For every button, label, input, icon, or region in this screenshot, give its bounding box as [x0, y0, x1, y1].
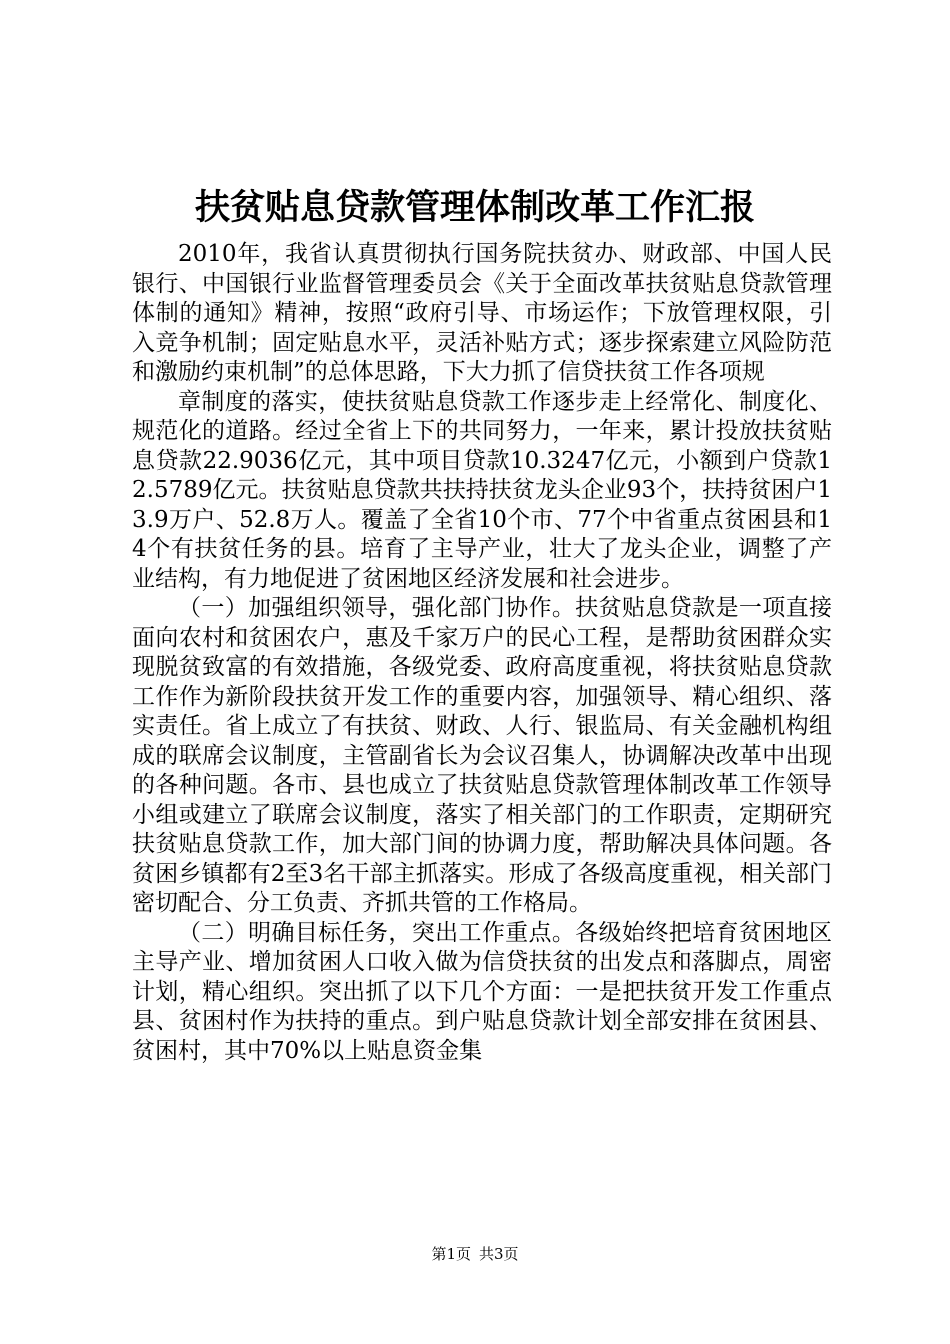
- paragraph-achievements: 章制度的落实，使扶贫贴息贷款工作逐步走上经常化、制度化、规范化的道路。经过全省上下的共同努力，一年来，累计投放扶贫贴息贷款22.9036亿元，其中项目贷款10.3247亿元，小额到户贷款12.5789亿元。扶贫贴息贷款共扶持扶贫龙头企业93个，扶持贫困户13.9万户、52.8万人。覆盖了全省10个市、77个中省重点贫困县和14个有扶贫任务的县。培育了主导产业，壮大了龙头企业，调整了产业结构，有力地促进了贫困地区经济发展和社会进步。: [132, 388, 832, 592]
- page-number: 第1页: [431, 1245, 471, 1263]
- paragraph-intro: 2010年，我省认真贯彻执行国务院扶贫办、财政部、中国人民银行、中国银行业监督管理委员会《关于全面改革扶贫贴息贷款管理体制的通知》精神，按照“政府引导、市场运作；下放管理权限，引入竞争机制；固定贴息水平，灵活补贴方式；逐步探索建立风险防范和激励约束机制”的总体思路，下大力抓了信贷扶贫工作各项规: [132, 241, 832, 385]
- page-footer: [0, 1244, 950, 1264]
- paragraph-section-one: （一）加强组织领导，强化部门协作。扶贫贴息贷款是一项直接面向农村和贫困农户，惠及千家万户的民心工程，是帮助贫困群众实现脱贫致富的有效措施，各级党委、政府高度重视，将扶贫贴息贷款工作作为新阶段扶贫开发工作的重要内容，加强领导、精心组织、落实责任。省上成立了有扶贫、财政、人行、银监局、有关金融机构组成的联席会议制度，主管副省长为会议召集人，协调解决改革中出现的各种问题。各市、县也成立了扶贫贴息贷款管理体制改革工作领导小组或建立了联席会议制度，落实了相关部门的工作职责，定期研究扶贫贴息贷款工作，加大部门间的协调力度，帮助解决具体问题。各贫困乡镇都有2至3名干部主抓落实。形成了各级高度重视，相关部门密切配合、分工负责、齐抓共管的工作格局。: [132, 595, 832, 916]
- document-title: 扶贫贴息贷款管理体制改革工作汇报: [194, 187, 755, 228]
- paragraph-section-two: （二）明确目标任务，突出工作重点。各级始终把培育贫困地区主导产业、增加贫困人口收入做为信贷扶贫的出发点和落脚点，周密计划，精心组织。突出抓了以下几个方面：一是把扶贫开发工作重点县、贫困村作为扶持的重点。到户贴息贷款计划全部安排在贫困县、贫困村，其中70%以上贴息资金集: [132, 919, 832, 1064]
- document-body: [132, 240, 832, 1066]
- page-total: 共3页: [479, 1245, 519, 1263]
